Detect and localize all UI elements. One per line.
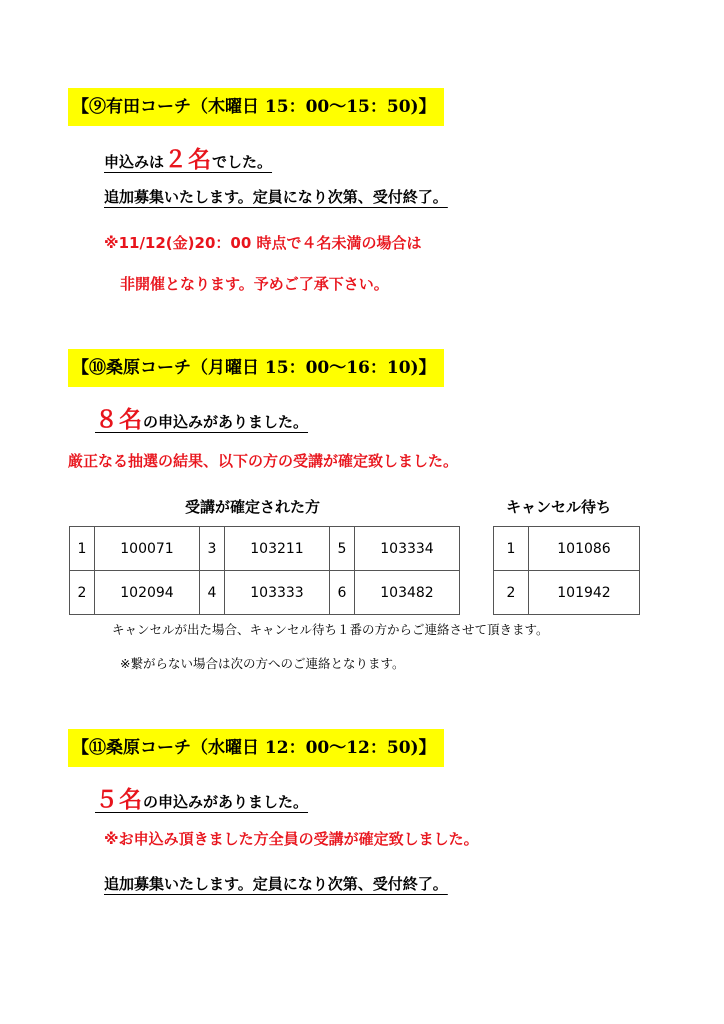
table-row (494, 571, 640, 615)
section-10-heading: 【⑩桑原コーチ（月曜日 15：00〜16：10)】 (68, 349, 444, 387)
applicants-suffix: の申込みがありました。 (143, 793, 309, 811)
member-id: 103334 (355, 527, 460, 571)
section-9-heading: 【⑨有田コーチ（木曜日 15：00〜15：50)】 (68, 88, 444, 126)
applicants-suffix: の申込みがありました。 (143, 413, 309, 431)
section-11-line-applicants (95, 781, 316, 814)
confirmed-table (69, 526, 460, 615)
row-number: 1 (494, 527, 529, 571)
applicants-suffix: でした。 (212, 153, 273, 171)
applicant-count: ８名 (95, 407, 143, 433)
table-row (494, 527, 640, 571)
row-number: 5 (330, 527, 355, 571)
section-9-additional-recruit: 追加募集いたします。定員になり次第、受付終了。 (104, 188, 448, 206)
row-number: 6 (330, 571, 355, 615)
row-number: 1 (70, 527, 95, 571)
member-id: 103211 (225, 527, 330, 571)
member-id: 100071 (95, 527, 200, 571)
applicants-prefix: 申込みは (104, 153, 165, 171)
table-row (70, 527, 460, 571)
applicant-count: ５名 (95, 787, 143, 813)
confirmed-table-title: 受講が確定された方 (185, 498, 321, 516)
member-id: 103482 (355, 571, 460, 615)
member-id: 102094 (95, 571, 200, 615)
section-9-notice-line-2: 非開催となります。予めご了承下さい。 (120, 275, 389, 293)
section-10-lottery-result: 厳正なる抽選の結果、以下の方の受講が確定致しました。 (68, 452, 459, 470)
section-10-line-applicants (95, 401, 330, 434)
section-11-additional-recruit: 追加募集いたします。定員になり次第、受付終了。 (104, 875, 448, 893)
row-number: 3 (200, 527, 225, 571)
row-number: 2 (70, 571, 95, 615)
waitlist-table-title: キャンセル待ち (506, 498, 612, 516)
row-number: 4 (200, 571, 225, 615)
section-11-heading: 【⑪桑原コーチ（水曜日 12：00〜12：50)】 (68, 729, 444, 767)
cancellation-note: キャンセルが出た場合、キャンセル待ち１番の方からご連絡させて頂きます。 (112, 622, 549, 637)
contact-note: ※繋がらない場合は次の方へのご連絡となります。 (120, 656, 405, 671)
row-number: 2 (494, 571, 529, 615)
waitlist-table (493, 526, 640, 615)
section-9-line-applicants (104, 141, 272, 174)
section-9-notice-line-1: ※11/12(金)20：00 時点で４名未満の場合は (104, 234, 422, 252)
applicant-count: ２名 (164, 147, 213, 173)
section-11-confirmed-notice: ※お申込み頂きました方全員の受講が確定致しました。 (104, 830, 479, 848)
member-id: 101086 (529, 527, 640, 571)
member-id: 101942 (529, 571, 640, 615)
member-id: 103333 (225, 571, 330, 615)
table-row (70, 571, 460, 615)
